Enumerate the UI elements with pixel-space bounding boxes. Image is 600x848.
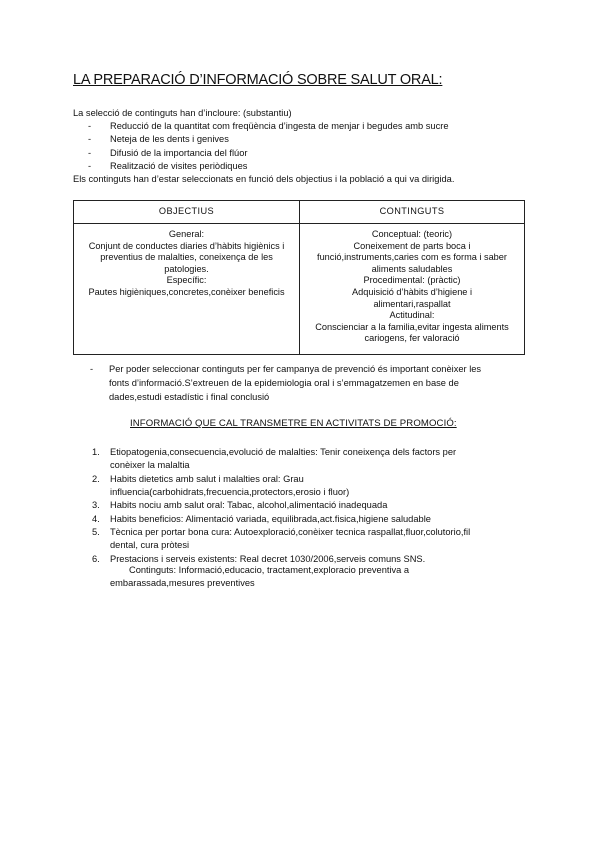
continguts-line: Conceptual: (teoric) bbox=[371, 229, 453, 239]
item-line: dental, cura pròtesi bbox=[110, 540, 190, 550]
continguts-line: alimentari,raspallat bbox=[373, 298, 451, 309]
intro-text: La selecció de continguts han d’incloure: (substantiu) bbox=[73, 108, 292, 118]
objectius-line: Específic: bbox=[166, 275, 207, 286]
objectius-cell bbox=[74, 224, 300, 355]
continguts-line: Procedimental: (pràctic) bbox=[363, 275, 461, 286]
item-number: 1. bbox=[92, 447, 100, 457]
continguts-note-line: Continguts: Informació,educacio, tractament,exploracio preventiva a bbox=[129, 565, 410, 575]
continguts-cell bbox=[300, 224, 525, 355]
item-number: 4. bbox=[92, 513, 100, 524]
content-bullet-list bbox=[88, 120, 449, 173]
item-line: Habits dietetics amb salut i malalties oral: Grau bbox=[110, 473, 304, 484]
bullet-item: - Realització de visites periòdiques bbox=[88, 160, 449, 173]
bullet-item: - Neteja de les dents i genives bbox=[88, 133, 449, 146]
continguts-line: cariogens, fer valoració bbox=[364, 333, 460, 344]
item-line: Habits nociu amb salut oral: Tabac, alcohol,alimentació inadequada bbox=[110, 500, 388, 510]
item-number: 5. bbox=[92, 527, 100, 537]
list-item bbox=[92, 473, 470, 499]
bullet-item: - Difusió de la importancia del flúor bbox=[88, 147, 449, 160]
selection-note: Els continguts han d’estar seleccionats en funció dels objectius i la població a qui va dirigida. bbox=[73, 174, 455, 184]
objectius-line: preventius de malalties, coneixença de les bbox=[100, 252, 273, 263]
note-dash: - bbox=[90, 364, 94, 374]
item-line: Habits beneficios: Alimentació variada, equilibrada,act.fisica,higiene saludable bbox=[110, 513, 431, 524]
item-number: 6. bbox=[92, 553, 100, 564]
bullet-item: - Reducció de la quantitat com freqüència d’ingesta de menjar i begudes amb sucre bbox=[88, 120, 449, 133]
item-line: Etiopatogenia,consecuencia,evolució de malalties: Tenir coneixença dels factors per bbox=[110, 447, 457, 457]
note-line: fonts d’informació.S’extreuen de la epidemiologia oral i s’emmagatzemen en base de bbox=[109, 378, 459, 388]
objectius-line: Pautes higièniques,concretes,conèixer beneficis bbox=[88, 286, 285, 297]
item-line: conèixer la malaltia bbox=[110, 460, 190, 470]
objectius-line: General: bbox=[168, 229, 205, 239]
item-line: Tècnica per portar bona cura: Autoexploració,conèixer tecnica raspallat,fluor,colutorio,fil bbox=[110, 527, 471, 537]
section-subtitle: INFORMACIÓ QUE CAL TRANSMETRE EN ACTIVITATS DE PROMOCIÓ: bbox=[130, 418, 457, 429]
note-line: dades,estudi estadístic i final conclusió bbox=[109, 392, 270, 402]
objectius-line: patologies. bbox=[164, 263, 209, 274]
continguts-header: CONTINGUTS bbox=[300, 201, 525, 224]
continguts-note bbox=[110, 564, 409, 590]
continguts-line: Conscienciar a la familia,evitar ingesta aliments bbox=[315, 321, 509, 332]
continguts-note-line: embarassada,mesures preventives bbox=[110, 578, 255, 588]
continguts-line: aliments saludables bbox=[371, 263, 453, 274]
item-line: Prestacions i serveis existents: Real decret 1030/2006,serveis comuns SNS. bbox=[110, 553, 426, 564]
list-item bbox=[92, 526, 470, 552]
objectius-line: Conjunt de conductes diaries d’hàbits higiènics i bbox=[88, 240, 285, 251]
note-line: Per poder seleccionar continguts per fer campanya de prevenció és important conèixer les bbox=[109, 364, 482, 374]
continguts-line: Actitudinal: bbox=[389, 310, 435, 321]
list-item bbox=[92, 499, 470, 512]
continguts-line: Coneixement de parts boca i bbox=[353, 240, 471, 251]
objectives-table bbox=[73, 200, 525, 355]
objectius-header: OBJECTIUS bbox=[74, 201, 300, 224]
continguts-line: Adquisició d’hàbits d’higiene i bbox=[351, 286, 473, 297]
list-item bbox=[92, 513, 470, 526]
information-numbered-list bbox=[92, 446, 470, 566]
list-item bbox=[92, 446, 470, 472]
item-number: 3. bbox=[92, 500, 100, 510]
item-line: influencia(carbohidrats,frecuencia,protectors,erosio i fluor) bbox=[110, 486, 350, 497]
item-number: 2. bbox=[92, 473, 100, 484]
page-title: LA PREPARACIÓ D’INFORMACIÓ SOBRE SALUT ORAL: bbox=[73, 72, 443, 88]
continguts-line: funció,instruments,caries com es forma i saber bbox=[317, 252, 507, 263]
